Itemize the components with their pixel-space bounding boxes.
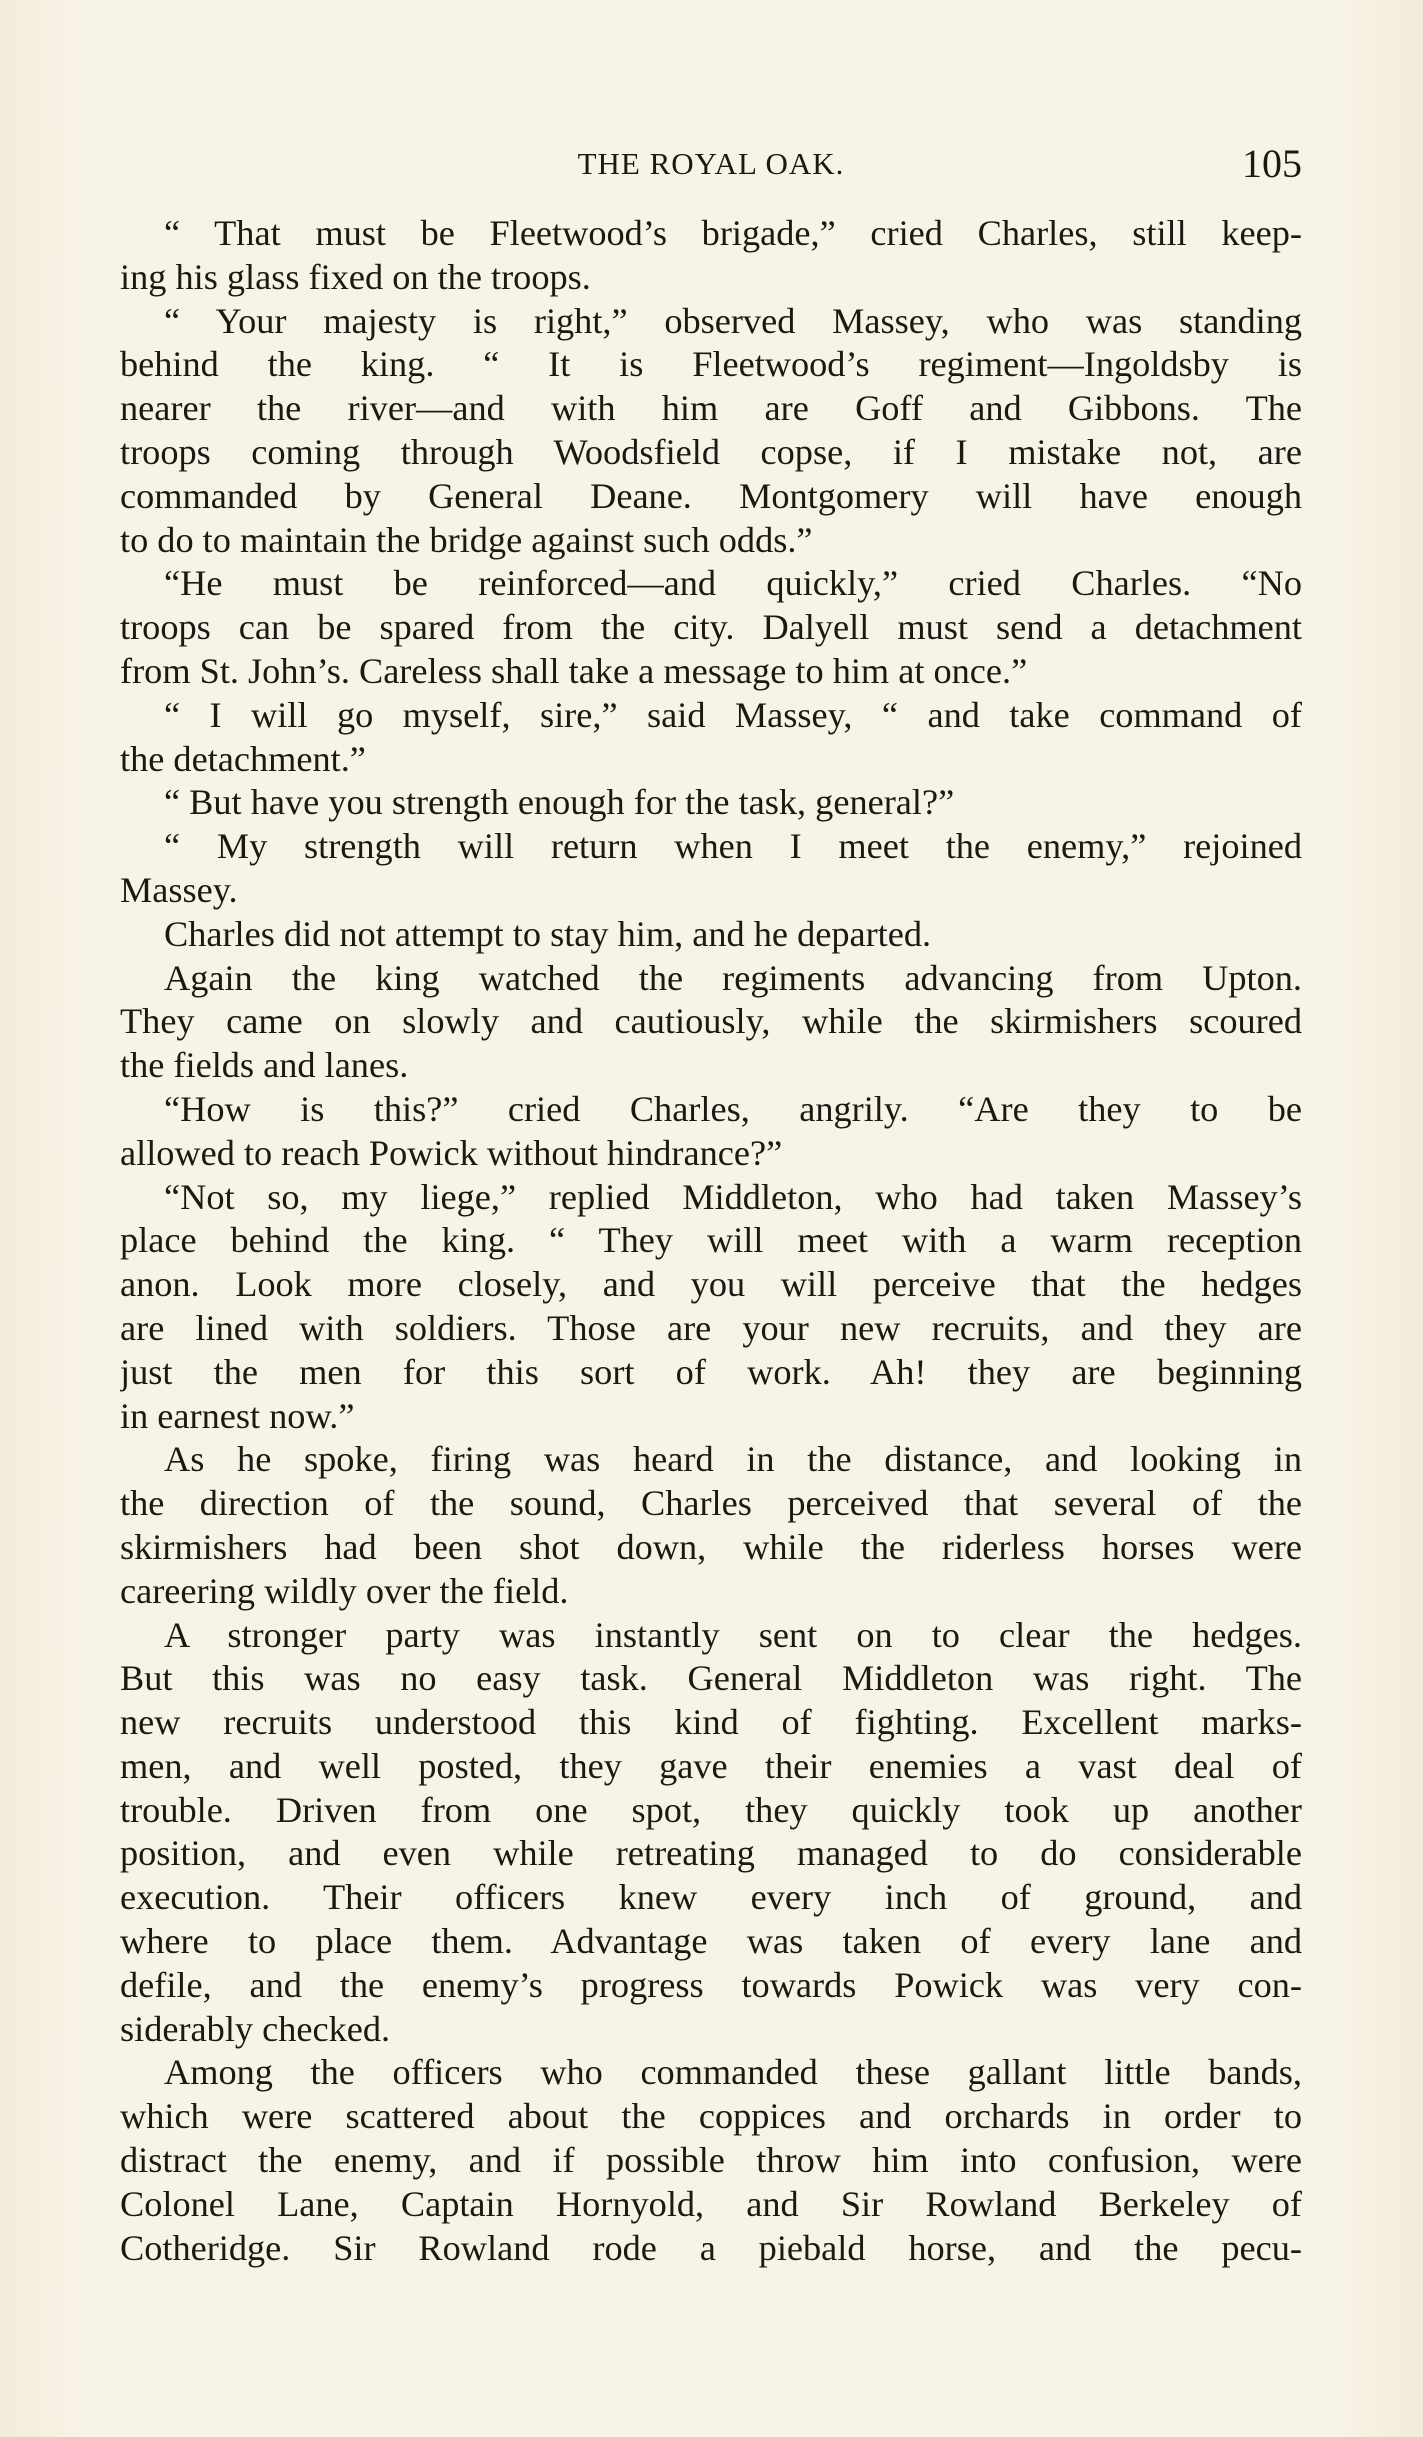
text-line: “ But have you strength enough for the task, general?” <box>164 782 955 823</box>
text-line: execution. Their officers knew every inch of ground, and <box>120 1877 1302 1918</box>
text-line: troops coming through Woodsfield copse, if I mistake not, are <box>120 431 1302 472</box>
text-line: new recruits understood this kind of fighting. Excellent marks- <box>120 1702 1302 1743</box>
text-line: Charles did not attempt to stay him, and he departed. <box>164 913 932 954</box>
running-head <box>120 140 1302 188</box>
text-line: skirmishers had been shot down, while the riderless horses were <box>120 1526 1302 1567</box>
running-title: THE ROYAL OAK. <box>577 146 845 181</box>
text-line: But this was no easy task. General Middleton was right. The <box>120 1658 1302 1699</box>
text-line: behind the king. “ It is Fleetwood’s regiment—Ingoldsby is <box>120 344 1302 385</box>
text-line: “Not so, my liege,” replied Middleton, who had taken Massey’s <box>164 1176 1302 1217</box>
text-line: the detachment.” <box>120 738 366 779</box>
text-line: “ That must be Fleetwood’s brigade,” cried Charles, still keep- <box>164 213 1302 253</box>
text-line: Among the officers who commanded these gallant little bands, <box>164 2052 1302 2093</box>
text-line: “How is this?” cried Charles, angrily. “Are they to be <box>164 1088 1302 1129</box>
text-line: Again the king watched the regiments advancing from Upton. <box>164 957 1302 998</box>
text-line: Colonel Lane, Captain Hornyold, and Sir Rowland Berkeley of <box>120 2183 1302 2224</box>
text-line: to do to maintain the bridge against such odds.” <box>120 519 813 560</box>
text-line: commanded by General Deane. Montgomery will have enough <box>120 475 1302 516</box>
text-line: As he spoke, firing was heard in the distance, and looking in <box>164 1439 1302 1480</box>
text-line: from St. John’s. Careless shall take a message to him at once.” <box>120 650 1028 691</box>
text-line: “He must be reinforced—and quickly,” cried Charles. “No <box>164 563 1302 604</box>
text-line: Massey. <box>120 869 238 910</box>
text-line: position, and even while retreating managed to do considerable <box>120 1833 1302 1874</box>
text-line: “ I will go myself, sire,” said Massey, “ and take command of <box>164 694 1302 735</box>
text-line: “ My strength will return when I meet the enemy,” rejoined <box>164 826 1302 867</box>
text-line: the direction of the sound, Charles perceived that several of the <box>120 1483 1302 1524</box>
text-line: the fields and lanes. <box>120 1045 409 1086</box>
text-line: nearer the river—and with him are Goff and Gibbons. The <box>120 388 1302 429</box>
text-line: They came on slowly and cautiously, while the skirmishers scoured <box>120 1001 1302 1042</box>
text-line: careering wildly over the field. <box>120 1570 569 1611</box>
text-line: defile, and the enemy’s progress towards Powick was very con- <box>120 1964 1302 2005</box>
text-line: trouble. Driven from one spot, they quickly took up another <box>120 1789 1302 1830</box>
text-line: men, and well posted, they gave their enemies a vast deal of <box>120 1745 1302 1786</box>
text-line: place behind the king. “ They will meet with a warm reception <box>120 1220 1302 1261</box>
page-number: 105 <box>1242 141 1302 186</box>
text-line: allowed to reach Powick without hindrance?” <box>120 1132 783 1173</box>
text-line: A stronger party was instantly sent on to clear the hedges. <box>164 1614 1302 1655</box>
text-line: just the men for this sort of work. Ah! they are beginning <box>120 1351 1302 1392</box>
text-line: siderably checked. <box>120 2008 391 2049</box>
text-line: Cotheridge. Sir Rowland rode a piebald horse, and the pecu- <box>120 2227 1302 2268</box>
text-line: are lined with soldiers. Those are your new recruits, and they are <box>120 1307 1302 1348</box>
text-line: ing his glass fixed on the troops. <box>120 256 591 297</box>
body-text <box>120 212 1302 2270</box>
text-line: “ Your majesty is right,” observed Massey, who was standing <box>164 300 1302 341</box>
text-line: where to place them. Advantage was taken of every lane and <box>120 1921 1302 1962</box>
text-line: anon. Look more closely, and you will perceive that the hedges <box>120 1264 1302 1305</box>
text-line: in earnest now.” <box>120 1395 355 1436</box>
text-line: which were scattered about the coppices and orchards in order to <box>120 2096 1302 2137</box>
text-line: troops can be spared from the city. Dalyell must send a detachment <box>120 607 1302 648</box>
text-line: distract the enemy, and if possible throw him into confusion, were <box>120 2140 1302 2181</box>
